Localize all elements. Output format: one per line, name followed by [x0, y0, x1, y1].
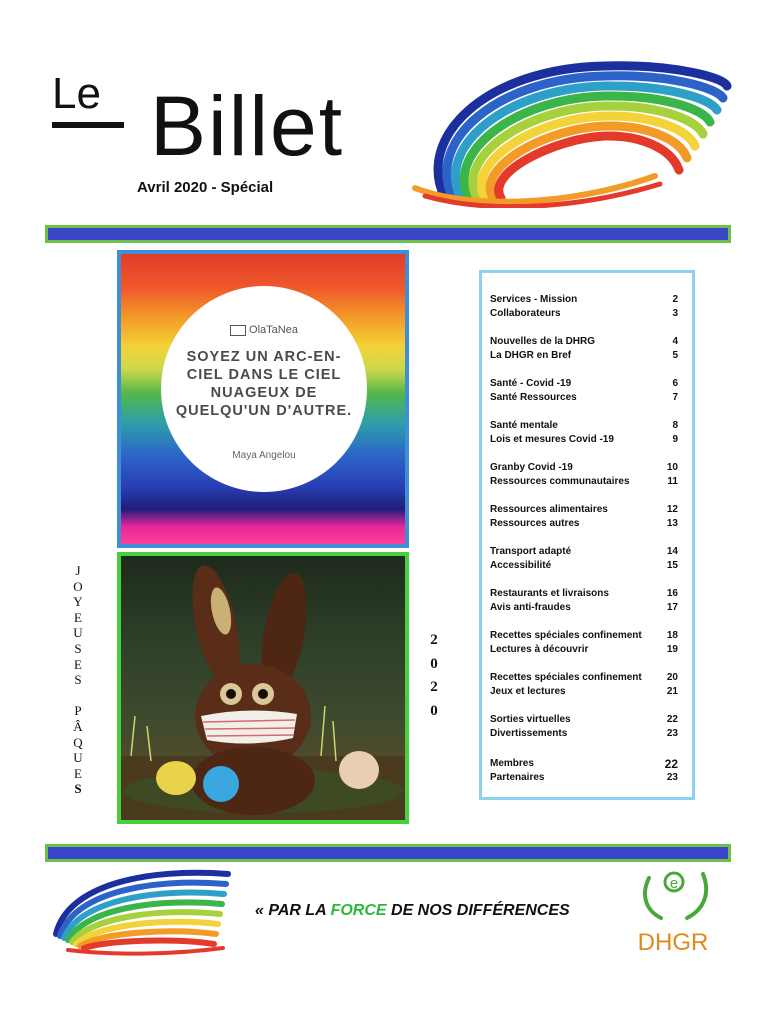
toc-entry[interactable]	[490, 419, 678, 433]
title-underline	[52, 122, 124, 128]
toc-title: Partenaires	[490, 772, 545, 783]
toc-page: 4	[672, 336, 678, 347]
bunny-illustration	[121, 556, 405, 820]
toc-group	[490, 461, 678, 489]
toc-title: Jeux et lectures	[490, 686, 566, 697]
toc-entry[interactable]	[490, 601, 678, 615]
toc-entry[interactable]	[490, 757, 678, 771]
toc-entry[interactable]	[490, 643, 678, 657]
year-digit: 2	[430, 679, 438, 695]
toc-entry[interactable]	[490, 307, 678, 321]
vertical-letter: E	[74, 609, 82, 625]
vertical-letter: Â	[73, 718, 83, 734]
toc-entry[interactable]	[490, 293, 678, 307]
toc-group	[490, 419, 678, 447]
rainbow-swoosh-logo	[405, 58, 735, 208]
toc-group	[490, 293, 678, 321]
toc-title: Recettes spéciales confinement	[490, 672, 642, 683]
toc-page: 11	[667, 476, 678, 487]
quote-circle	[161, 286, 367, 492]
year-vertical	[426, 632, 442, 726]
toc-group	[490, 671, 678, 699]
toc-page: 23	[666, 728, 678, 739]
toc-entry[interactable]	[490, 377, 678, 391]
toc-entry[interactable]	[490, 335, 678, 349]
joyeuses-paques-vertical	[68, 563, 88, 797]
rainbow-swoosh-small-logo	[48, 864, 248, 956]
vertical-letter: P	[74, 703, 82, 719]
poster-brand-text: OlaTaNea	[249, 324, 298, 336]
toc-page: 16	[666, 588, 678, 599]
toc-title: Restaurants et livraisons	[490, 588, 609, 599]
top-divider-stripe	[45, 225, 731, 243]
toc-title: Ressources alimentaires	[490, 504, 608, 515]
toc-page: 22	[664, 757, 678, 771]
toc-page: 15	[666, 560, 678, 571]
toc-page: 23	[666, 772, 678, 783]
toc-title: Nouvelles de la DHRG	[490, 336, 596, 347]
toc-group	[490, 335, 678, 363]
toc-entry[interactable]	[490, 771, 678, 785]
toc-title: Divertissements	[490, 728, 568, 739]
vertical-letter: S	[74, 672, 82, 688]
toc-group	[490, 503, 678, 531]
toc-title: Lectures à découvrir	[490, 644, 589, 655]
toc-page: 12	[666, 504, 678, 515]
vertical-letter: O	[73, 578, 83, 594]
toc-page: 3	[672, 308, 678, 319]
toc-entry[interactable]	[490, 349, 678, 363]
toc-entry[interactable]	[490, 629, 678, 643]
year-digit: 0	[430, 655, 438, 672]
toc-title: Collaborateurs	[490, 308, 561, 319]
toc-group	[490, 377, 678, 405]
toc-entry[interactable]	[490, 433, 678, 447]
toc-title: Services - Mission	[490, 294, 578, 305]
toc-entry[interactable]	[490, 559, 678, 573]
toc-group	[490, 629, 678, 657]
toc-title: Santé Ressources	[490, 392, 577, 403]
toc-page: 19	[666, 644, 678, 655]
toc-title: Santé mentale	[490, 420, 558, 431]
toc-title: Ressources communautaires	[490, 476, 630, 487]
vertical-letter: S	[74, 781, 82, 797]
title-billet: Billet	[150, 79, 345, 173]
vertical-letter: Q	[73, 734, 83, 750]
vertical-letter: E	[74, 656, 82, 672]
toc-title: Transport adapté	[490, 546, 572, 557]
toc-page: 5	[672, 350, 678, 361]
toc-entry[interactable]	[490, 727, 678, 741]
toc-page: 7	[672, 392, 678, 403]
toc-title: Sorties virtuelles	[490, 714, 571, 725]
toc-page: 22	[666, 714, 678, 725]
toc-group	[490, 587, 678, 615]
toc-entry[interactable]	[490, 461, 678, 475]
toc-page: 2	[672, 294, 678, 305]
toc-page: 9	[672, 434, 678, 445]
vertical-letter: Y	[73, 594, 83, 610]
toc-title: Ressources autres	[490, 518, 580, 529]
toc-title: Avis anti-fraudes	[490, 602, 571, 613]
toc-page: 13	[666, 518, 678, 529]
vertical-letter: E	[74, 765, 82, 781]
toc-page: 17	[666, 602, 678, 613]
toc-entry[interactable]	[490, 517, 678, 531]
toc-group	[490, 545, 678, 573]
issue-subtitle: Avril 2020 - Spécial	[137, 179, 274, 196]
toc-title: Santé - Covid -19	[490, 378, 572, 389]
vertical-letter: J	[75, 563, 81, 578]
toc-group	[490, 713, 678, 741]
vertical-letter: S	[74, 640, 82, 656]
toc-page: 18	[666, 630, 678, 641]
toc-entry[interactable]	[490, 587, 678, 601]
toc-entry[interactable]	[490, 391, 678, 405]
toc-page: 8	[672, 420, 678, 431]
slogan-start: « PAR LA	[255, 902, 331, 919]
toc-page: 10	[666, 462, 678, 473]
title-le: Le	[52, 69, 101, 118]
toc-entry[interactable]	[490, 503, 678, 517]
poster-quote: SOYEZ UN ARC-EN-CIEL DANS LE CIEL NUAGEUX DE QUELQU'UN D'AUTRE.	[175, 349, 353, 419]
poster-author: Maya Angelou	[232, 450, 296, 461]
toc-title: Accessibilité	[490, 560, 552, 571]
slogan-force: FORCE	[330, 902, 387, 919]
slogan-end: DE NOS DIFFÉRENCES	[386, 902, 570, 919]
toc-page: 6	[672, 378, 678, 389]
bottom-divider-stripe	[45, 844, 731, 862]
toc-title: Lois et mesures Covid -19	[490, 434, 614, 445]
toc-entry[interactable]	[490, 713, 678, 727]
easter-bunny-photo	[117, 552, 409, 824]
toc-title: Granby Covid -19	[490, 462, 573, 473]
dhgr-logo-letter: e	[669, 875, 679, 892]
dhgr-figure-icon	[627, 866, 719, 956]
toc-entry[interactable]	[490, 545, 678, 559]
toc-title: Membres	[490, 758, 534, 769]
toc-group	[490, 757, 678, 785]
toc-entry[interactable]	[490, 685, 678, 699]
year-digit: 2	[430, 632, 438, 648]
toc-entry[interactable]	[490, 475, 678, 489]
dhgr-logo-text: DHGR	[637, 929, 709, 956]
toc-entry[interactable]	[490, 671, 678, 685]
toc-title: Recettes spéciales confinement	[490, 630, 642, 641]
table-of-contents	[479, 270, 695, 800]
dhgr-logo	[627, 866, 719, 956]
toc-title: La DHGR en Bref	[490, 350, 572, 361]
toc-page: 21	[666, 686, 678, 697]
rainbow-quote-poster	[117, 250, 409, 548]
vertical-letter: U	[73, 625, 83, 641]
poster-brand	[161, 324, 367, 336]
slogan	[255, 902, 570, 920]
year-digit: 0	[430, 702, 438, 719]
toc-page: 14	[666, 546, 678, 557]
vertical-letter: U	[73, 750, 83, 766]
brand-icon	[230, 325, 246, 336]
toc-page: 20	[666, 672, 678, 683]
vertical-letter	[68, 688, 88, 704]
